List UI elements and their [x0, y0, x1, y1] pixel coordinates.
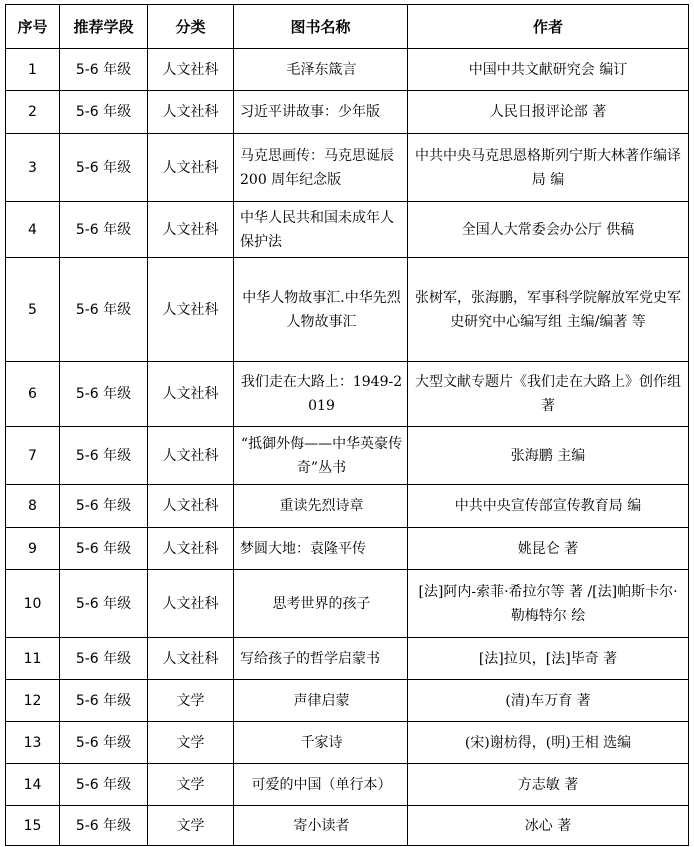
row-title: 我们走在大路上：1949-2019	[234, 362, 408, 427]
row-category: 人文社科	[148, 362, 234, 427]
row-grade: 5-6 年级	[60, 362, 148, 427]
row-number: 4	[6, 202, 60, 258]
row-number: 6	[6, 362, 60, 427]
table-row	[6, 570, 689, 638]
row-number: 15	[6, 806, 60, 846]
row-author: 中国中共文献研究会 编订	[408, 49, 689, 91]
row-number: 10	[6, 570, 60, 638]
row-title: 中华人物故事汇.中华先烈人物故事汇	[234, 258, 408, 362]
row-author: [法]拉贝，[法]毕奇 著	[408, 638, 689, 680]
row-author: 大型文献专题片《我们走在大路上》创作组 著	[408, 362, 689, 427]
row-author: (清)车万育 著	[408, 680, 689, 722]
table-row	[6, 427, 689, 485]
row-author: [法]阿内-索菲·希拉尔等 著 /[法]帕斯卡尔·勒梅特尔 绘	[408, 570, 689, 638]
table-row	[6, 134, 689, 202]
row-title: 毛泽东箴言	[234, 49, 408, 91]
header-author: 作者	[408, 5, 689, 49]
row-title: 重读先烈诗章	[234, 485, 408, 528]
row-author: (宋)谢枋得，(明)王相 选编	[408, 722, 689, 764]
row-grade: 5-6 年级	[60, 427, 148, 485]
row-title: 寄小读者	[234, 806, 408, 846]
row-author: 中共中央马克思恩格斯列宁斯大林著作编译局 编	[408, 134, 689, 202]
table-row	[6, 362, 689, 427]
row-title: 习近平讲故事：少年版	[234, 91, 408, 134]
row-title: 可爱的中国（单行本）	[234, 764, 408, 806]
table-row	[6, 485, 689, 528]
row-author: 姚昆仑 著	[408, 528, 689, 570]
row-author: 人民日报评论部 著	[408, 91, 689, 134]
row-grade: 5-6 年级	[60, 680, 148, 722]
row-title: 声律启蒙	[234, 680, 408, 722]
table-row	[6, 49, 689, 91]
row-number: 9	[6, 528, 60, 570]
row-author: 冰心 著	[408, 806, 689, 846]
row-category: 人文社科	[148, 485, 234, 528]
table-row	[6, 258, 689, 362]
row-number: 3	[6, 134, 60, 202]
table-row	[6, 91, 689, 134]
table-row	[6, 202, 689, 258]
row-title: 千家诗	[234, 722, 408, 764]
header-number: 序号	[6, 5, 60, 49]
row-category: 人文社科	[148, 49, 234, 91]
table-row	[6, 806, 689, 846]
row-number: 7	[6, 427, 60, 485]
row-author: 中共中央宣传部宣传教育局 编	[408, 485, 689, 528]
header-category: 分类	[148, 5, 234, 49]
row-category: 人文社科	[148, 638, 234, 680]
row-category: 人文社科	[148, 134, 234, 202]
row-grade: 5-6 年级	[60, 638, 148, 680]
row-author: 张树军，张海鹏，军事科学院解放军党史军史研究中心编写组 主编/编著 等	[408, 258, 689, 362]
row-number: 14	[6, 764, 60, 806]
row-title: 写给孩子的哲学启蒙书	[234, 638, 408, 680]
row-number: 8	[6, 485, 60, 528]
header-title: 图书名称	[234, 5, 408, 49]
row-grade: 5-6 年级	[60, 258, 148, 362]
row-category: 人文社科	[148, 570, 234, 638]
row-number: 2	[6, 91, 60, 134]
row-title: “抵御外侮——中华英豪传奇”丛书	[234, 427, 408, 485]
row-number: 1	[6, 49, 60, 91]
row-grade: 5-6 年级	[60, 49, 148, 91]
row-grade: 5-6 年级	[60, 202, 148, 258]
row-number: 12	[6, 680, 60, 722]
row-grade: 5-6 年级	[60, 722, 148, 764]
row-category: 文学	[148, 680, 234, 722]
row-author: 张海鹏 主编	[408, 427, 689, 485]
row-category: 文学	[148, 806, 234, 846]
row-title: 思考世界的孩子	[234, 570, 408, 638]
row-category: 人文社科	[148, 202, 234, 258]
row-title: 梦圆大地：袁隆平传	[234, 528, 408, 570]
row-author: 方志敏 著	[408, 764, 689, 806]
book-list-table	[5, 4, 689, 846]
row-grade: 5-6 年级	[60, 806, 148, 846]
row-grade: 5-6 年级	[60, 134, 148, 202]
row-grade: 5-6 年级	[60, 485, 148, 528]
row-category: 文学	[148, 722, 234, 764]
row-number: 13	[6, 722, 60, 764]
row-category: 人文社科	[148, 528, 234, 570]
row-grade: 5-6 年级	[60, 570, 148, 638]
row-number: 11	[6, 638, 60, 680]
row-grade: 5-6 年级	[60, 528, 148, 570]
table-row	[6, 528, 689, 570]
header-grade: 推荐学段	[60, 5, 148, 49]
row-category: 人文社科	[148, 91, 234, 134]
row-number: 5	[6, 258, 60, 362]
row-category: 人文社科	[148, 427, 234, 485]
row-title: 马克思画传：马克思诞辰 200 周年纪念版	[234, 134, 408, 202]
row-grade: 5-6 年级	[60, 91, 148, 134]
row-category: 人文社科	[148, 258, 234, 362]
header-row	[6, 5, 689, 49]
table-row	[6, 638, 689, 680]
row-author: 全国人大常委会办公厅 供稿	[408, 202, 689, 258]
row-category: 文学	[148, 764, 234, 806]
table-row	[6, 680, 689, 722]
row-title: 中华人民共和国未成年人保护法	[234, 202, 408, 258]
table-row	[6, 764, 689, 806]
table-row	[6, 722, 689, 764]
row-grade: 5-6 年级	[60, 764, 148, 806]
